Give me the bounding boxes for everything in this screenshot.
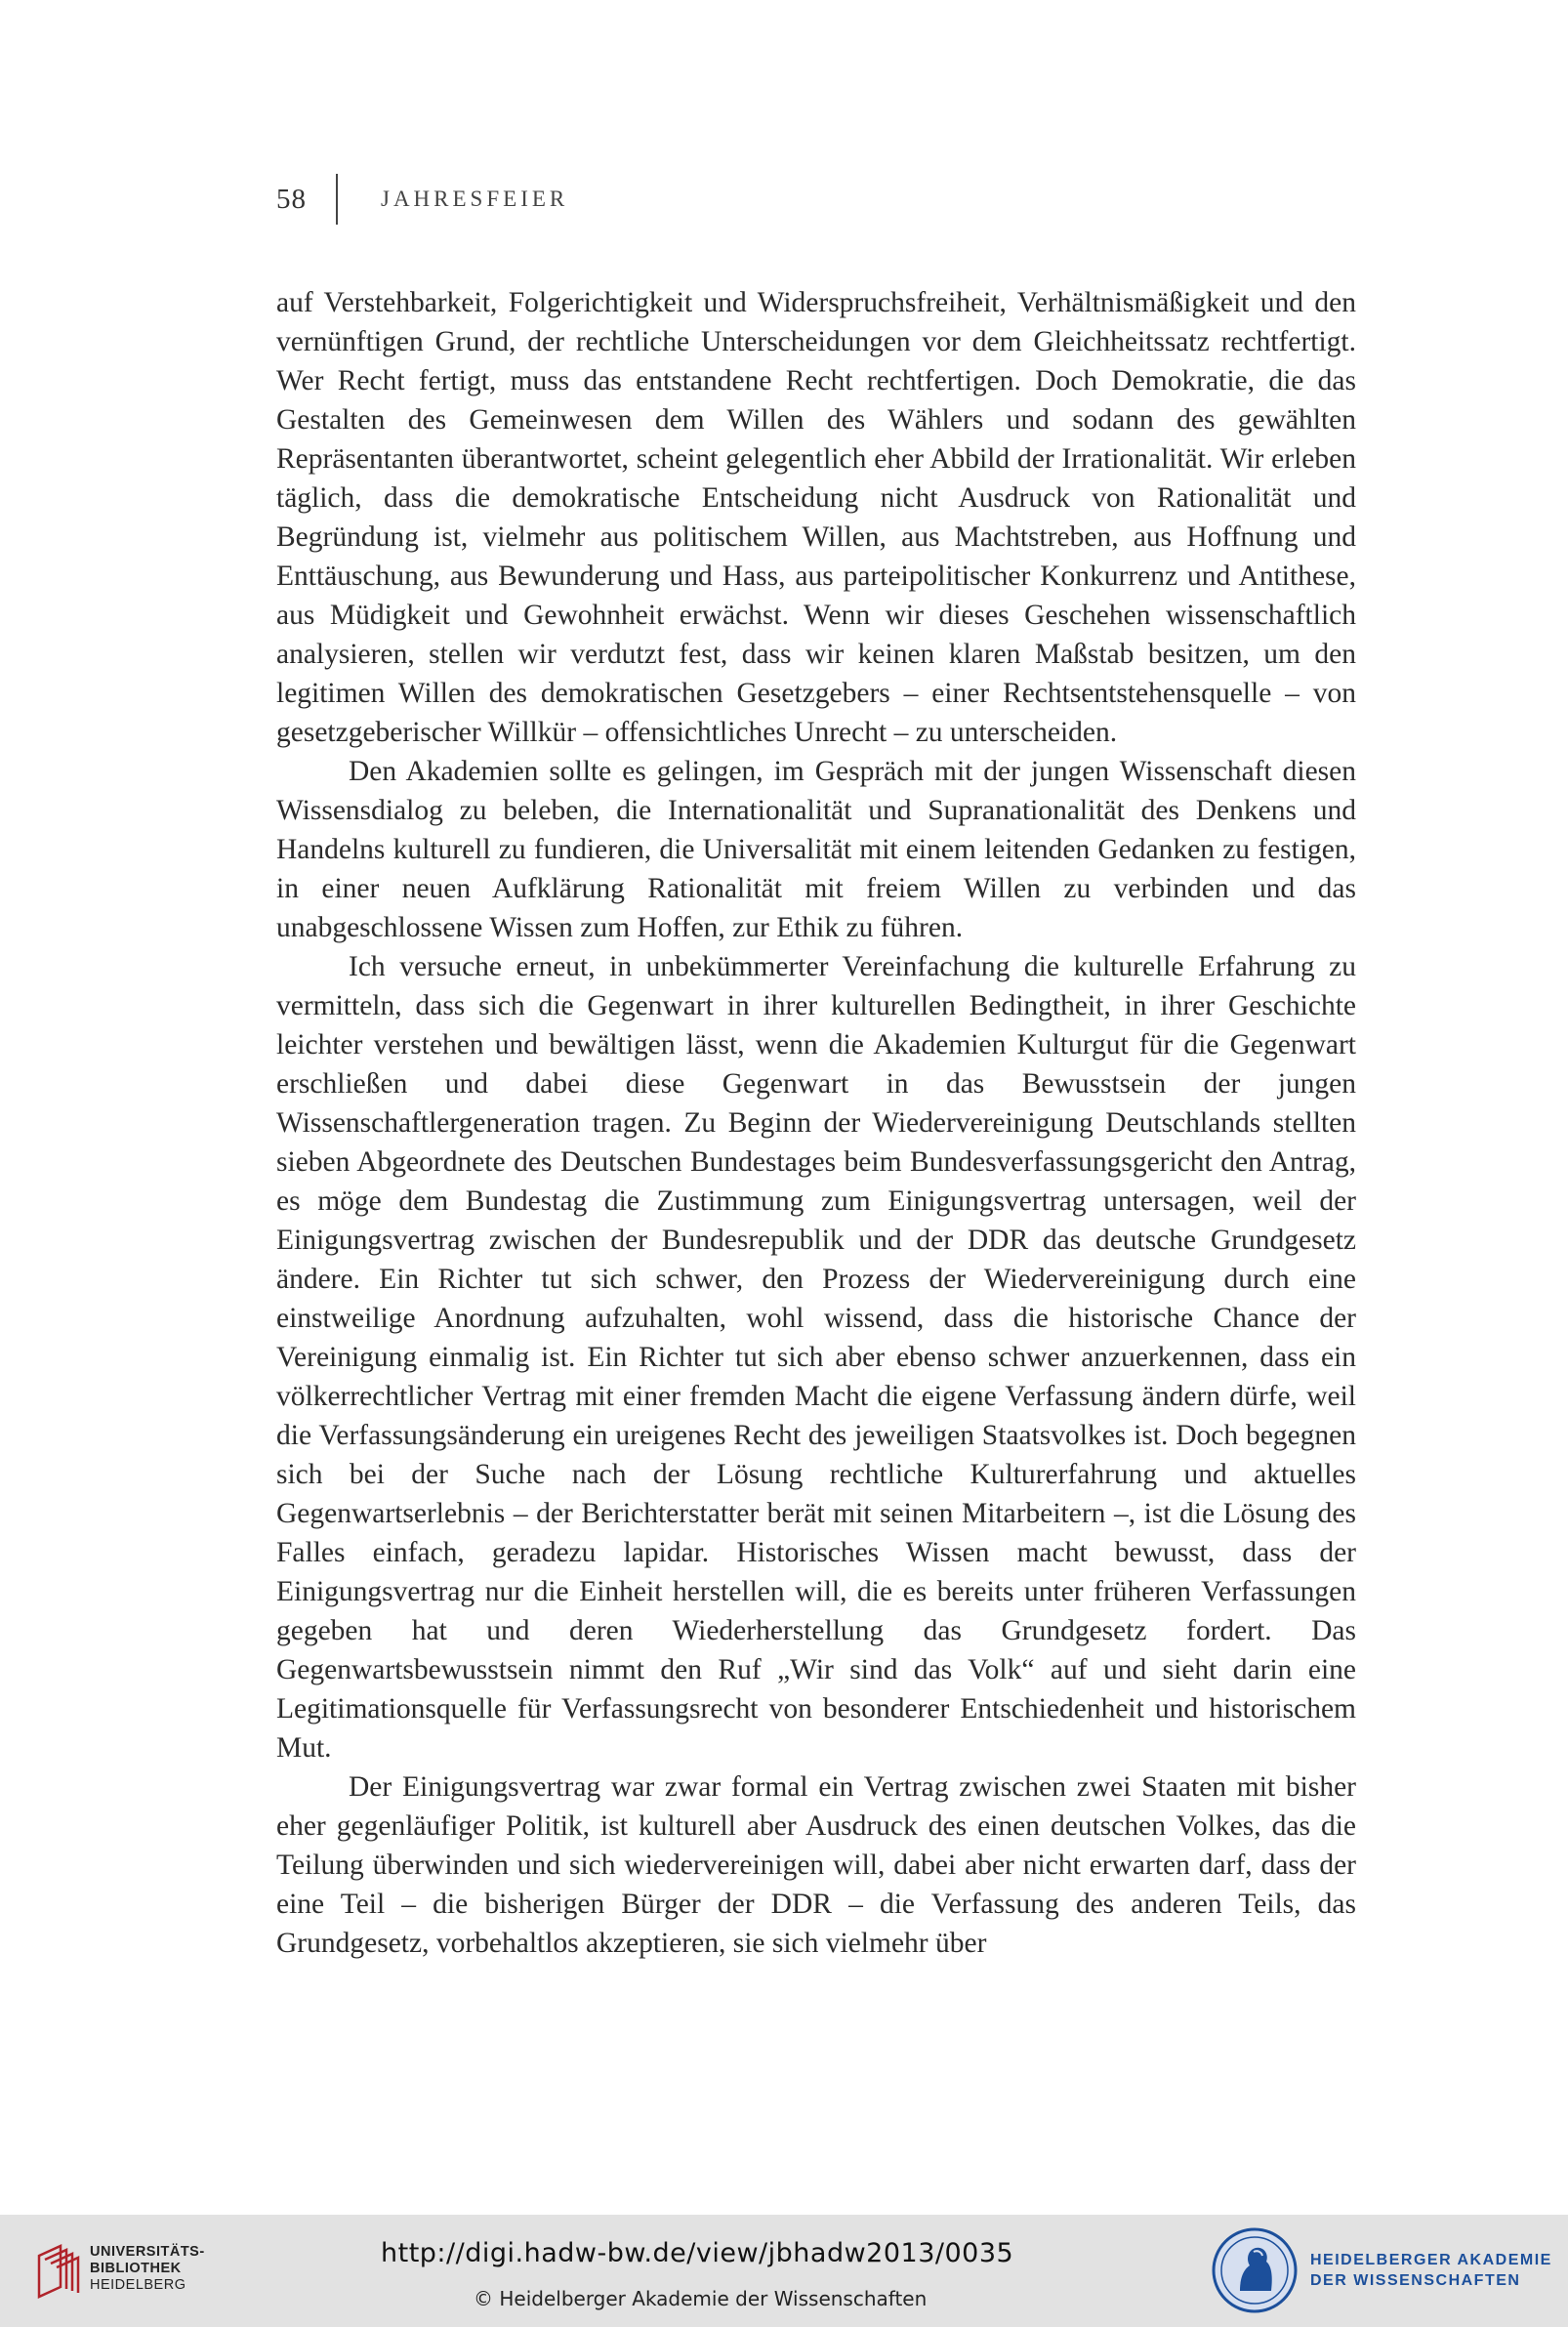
digital-copy-url[interactable]: http://digi.hadw-bw.de/view/jbhadw2013/0035 <box>381 2238 1014 2268</box>
copyright-notice: © Heidelberger Akademie der Wissenschaften <box>474 2287 928 2310</box>
running-title: JAHRESFEIER <box>381 187 569 211</box>
footer-bar <box>0 2215 1568 2327</box>
body-text <box>276 283 1356 1963</box>
paragraph-3: Ich versuche erneut, in unbekümmerter Vereinfachung die kulturelle Erfahrung zu vermitteln, dass sich die Gegenwart in ihrer kulturellen Bedingtheit, in ihrer Geschichte leichter verstehen und bewältigen lässt, wenn die Akademien Kulturgut für die Gegenwart erschließen und dabei diese Gegenwart in das Bewusstsein der jungen Wissenschaftlergeneration tragen. Zu Beginn der Wiedervereinigung Deutschlands stellten sieben Abgeordnete des Deutschen Bundestages beim Bundesverfassungsgericht den Antrag, es möge dem Bundestag die Zustimmung zum Einigungsvertrag untersagen, weil der Einigungsvertrag zwischen der Bundesrepublik und der DDR das deutsche Grundgesetz ändere. Ein Richter tut sich schwer, den Prozess der Wiedervereinigung durch eine einstweilige Anordnung aufzuhalten, wohl wissend, dass die historische Chance der Vereinigung einmalig ist. Ein Richter tut sich aber ebenso schwer anzuerkennen, dass ein völkerrechtlicher Vertrag mit einer fremden Macht die eigene Verfassung ändern dürfe, weil die Verfassungsänderung ein ureigenes Recht des jeweiligen Staatsvolkes ist. Doch begegnen sich bei der Suche nach der Lösung rechtliche Kulturerfahrung und aktuelles Gegenwartserlebnis – der Berichterstatter berät mit seinen Mitarbeitern –, ist die Lösung des Falles einfach, geradezu lapidar. Historisches Wissen macht bewusst, dass der Einigungsvertrag nur die Einheit herstellen will, die es bereits unter früheren Verfassungen gegeben hat und deren Wiederherstellung das Grundgesetz fordert. Das Gegenwartsbewusstsein nimmt den Ruf „Wir sind das Volk“ auf und sieht darin eine Legitimationsquelle für Verfassungsrecht von besonderer Entschiedenheit und historischem Mut. <box>276 951 1356 1764</box>
library-line-2: BIBLIOTHEK <box>90 2261 182 2276</box>
academy-seal-icon <box>1211 2226 1299 2314</box>
paragraph-2: Den Akademien sollte es gelingen, im Gespräch mit der jungen Wissenschaft diesen Wissensdialog zu beleben, die Internationalität und Supranationalität des Denkens und Handelns kulturell zu fundieren, die Universalität mit einem leitenden Gedanken zu festigen, in einer neuen Aufklärung Rationalität mit freiem Willen zu verbinden und das unabgeschlossene Wissen zum Hoffen, zur Ethik zu führen. <box>276 756 1356 943</box>
university-library-logo-icon <box>35 2242 80 2299</box>
university-library-name <box>90 2244 205 2294</box>
academy-line-1: HEIDELBERGER AKADEMIE <box>1310 2252 1552 2268</box>
header-divider <box>336 174 338 225</box>
library-line-1: UNIVERSITÄTS- <box>90 2244 205 2260</box>
paragraph-4: Der Einigungsvertrag war zwar formal ein Vertrag zwischen zwei Staaten mit bisher eher gegenläufiger Politik, ist kulturell aber Ausdruck des einen deutschen Volkes, das die Teilung überwinden und sich wiedervereinigen will, dabei aber nicht erwarten darf, dass der eine Teil – die bisherigen Bürger der DDR – die Verfassung des anderen Teils, das Grundgesetz, vorbehaltlos akzeptieren, sie sich vielmehr über <box>276 1771 1356 1959</box>
page-number: 58 <box>276 183 307 215</box>
library-line-3: HEIDELBERG <box>90 2277 186 2293</box>
academy-name <box>1310 2250 1552 2291</box>
paragraph-1: auf Verstehbarkeit, Folgerichtigkeit und Widerspruchsfreiheit, Verhältnismäßigkeit und den vernünftigen Grund, der rechtliche Unterscheidungen vor dem Gleichheitssatz rechtfertigt. Wer Recht fertigt, muss das entstandene Recht rechtfertigen. Doch Demokratie, die das Gestalten des Gemeinwesen dem Willen des Wählers und sodann des gewählten Repräsentanten überantwortet, scheint gelegentlich eher Abbild der Irrationalität. Wir erleben täglich, dass die demokratische Entscheidung nicht Ausdruck von Rationalität und Begründung ist, vielmehr aus politischem Willen, aus Machtstreben, aus Hoffnung und Enttäuschung, aus Bewunderung und Hass, aus parteipolitischer Konkurrenz und Antithese, aus Müdigkeit und Gewohnheit erwächst. Wenn wir dieses Geschehen wissenschaftlich analysieren, stellen wir verdutzt fest, dass wir keinen klaren Maßstab besitzen, um den legitimen Willen des demokratischen Gesetzgebers – einer Rechtsentstehensquelle – von gesetzgeberischer Willkür – offensichtliches Unrecht – zu unterscheiden. <box>276 287 1356 748</box>
academy-line-2: DER WISSENSCHAFTEN <box>1310 2272 1521 2289</box>
running-head <box>276 174 568 225</box>
